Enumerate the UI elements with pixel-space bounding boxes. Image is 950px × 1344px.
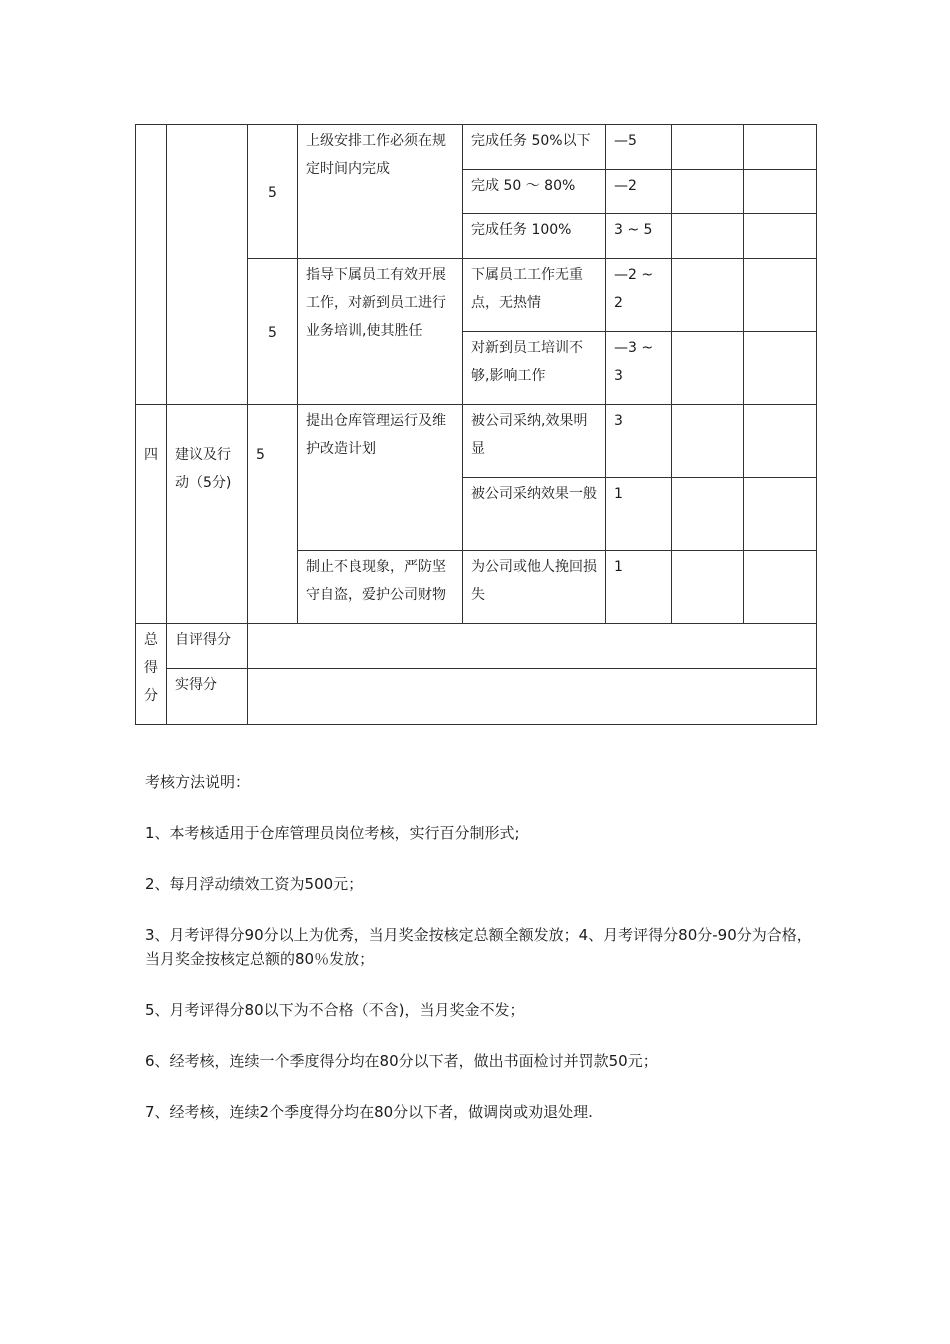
points-cell: 1 — [606, 551, 672, 624]
score-cell: 5 — [248, 405, 298, 624]
actual-score-total-cell — [248, 669, 817, 725]
points-cell: 3 — [606, 405, 672, 478]
standard-cell: 为公司或他人挽回损失 — [463, 551, 606, 624]
actual-score-label: 实得分 — [167, 669, 248, 725]
score-cell: 5 — [248, 259, 298, 405]
item-cell: 上级安排工作必须在规定时间内完成 — [298, 125, 463, 259]
standard-cell: 完成 50 ～ 80% — [463, 170, 606, 214]
table-row — [136, 669, 817, 725]
actual-score-cell — [744, 214, 817, 259]
actual-score-cell — [744, 332, 817, 405]
notes-title: 考核方法说明： — [145, 773, 251, 791]
table-row — [136, 125, 817, 170]
points-cell: 1 — [606, 478, 672, 551]
standard-cell: 被公司采纳,效果明显 — [463, 405, 606, 478]
self-score-cell — [672, 551, 744, 624]
standard-cell: 完成任务 100% — [463, 214, 606, 259]
self-score-cell — [672, 405, 744, 478]
actual-score-cell — [744, 259, 817, 332]
item-cell: 制止不良现象，严防坚守自盗，爱护公司财物 — [298, 551, 463, 624]
self-score-cell — [672, 214, 744, 259]
self-score-cell — [672, 125, 744, 170]
standard-cell: 对新到员工培训不够,影响工作 — [463, 332, 606, 405]
points-cell: —2 ~ 2 — [606, 259, 672, 332]
item-cell: 指导下属员工有效开展工作，对新到员工进行业务培训,使其胜任 — [298, 259, 463, 405]
table-row — [136, 624, 817, 669]
actual-score-cell — [744, 551, 817, 624]
self-score-cell — [672, 170, 744, 214]
points-cell: —5 — [606, 125, 672, 170]
points-cell: —2 — [606, 170, 672, 214]
actual-score-cell — [744, 405, 817, 478]
points-cell: 3 ~ 5 — [606, 214, 672, 259]
category-cell: 建议及行动（5分) — [167, 405, 248, 624]
standard-cell: 完成任务 50%以下 — [463, 125, 606, 170]
standard-cell: 下属员工工作无重点，无热情 — [463, 259, 606, 332]
self-score-cell — [672, 478, 744, 551]
self-score-total-cell — [248, 624, 817, 669]
category-cell — [167, 125, 248, 405]
total-label-cell: 总得分 — [136, 624, 167, 725]
item-cell: 提出仓库管理运行及维护改造计划 — [298, 405, 463, 551]
standard-cell: 被公司采纳效果一般 — [463, 478, 606, 551]
actual-score-cell — [744, 170, 817, 214]
assessment-notes — [145, 770, 825, 1151]
section-number-cell — [136, 125, 167, 405]
table-row — [136, 405, 817, 478]
note-item: 3、月考评得分90分以上为优秀，当月奖金按核定总额全额发放；4、月考评得分80分-90分为合格，当月奖金按核定总额的80％发放； — [145, 926, 812, 968]
note-item: 6、经考核，连续一个季度得分均在80分以下者，做出书面检讨并罚款50元； — [145, 1052, 658, 1070]
self-score-cell — [672, 259, 744, 332]
section-number-cell: 四 — [136, 405, 167, 624]
note-item: 5、月考评得分80以下为不合格（不含)，当月奖金不发； — [145, 1001, 525, 1019]
actual-score-cell — [744, 125, 817, 170]
note-item: 7、经考核，连续2个季度得分均在80分以下者，做调岗或劝退处理. — [145, 1103, 593, 1121]
score-cell: 5 — [248, 125, 298, 259]
note-item: 1、本考核适用于仓库管理员岗位考核，实行百分制形式; — [145, 824, 520, 842]
self-score-label: 自评得分 — [167, 624, 248, 669]
note-item: 2、每月浮动绩效工资为500元； — [145, 875, 364, 893]
assessment-table — [135, 124, 817, 725]
actual-score-cell — [744, 478, 817, 551]
points-cell: —3 ~ 3 — [606, 332, 672, 405]
self-score-cell — [672, 332, 744, 405]
